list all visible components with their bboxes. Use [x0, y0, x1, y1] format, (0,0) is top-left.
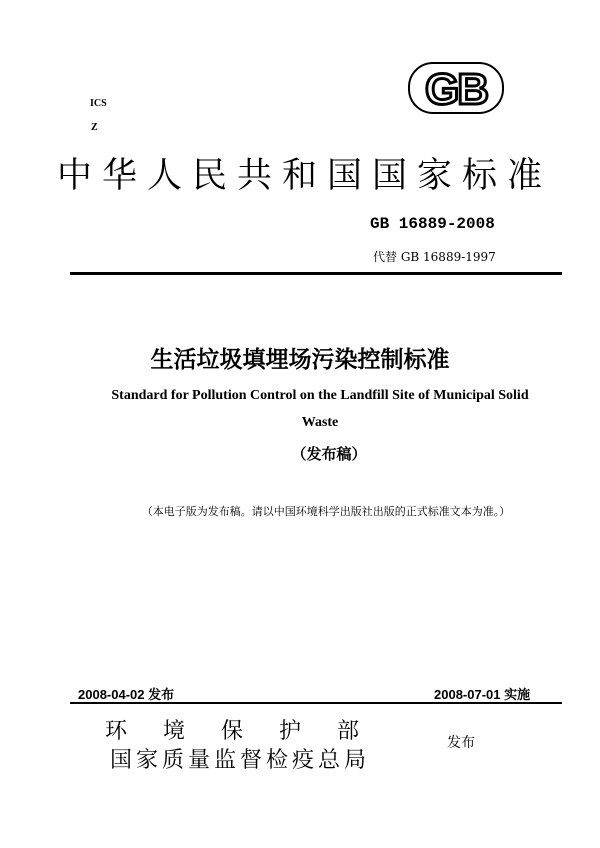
document-title-chinese: 生活垃圾填埋场污染控制标准 — [150, 347, 450, 373]
issuer-ministry: 环境保护部 — [105, 719, 396, 744]
document-title-english-line2: Waste — [301, 415, 339, 430]
draft-label: （发布稿） — [291, 445, 367, 463]
classification-code: Z — [91, 122, 98, 133]
gb-logo-text: GB — [425, 65, 487, 114]
header-rule — [70, 272, 562, 275]
publish-label: 发布 — [447, 735, 475, 751]
issue-date: 2008-04-02 发布 — [78, 687, 175, 702]
replaces-standard: 代替 GB 16889-1997 — [373, 250, 496, 264]
ics-label: ICS — [90, 98, 107, 109]
national-standard-heading: 中华人民共和国国家标准 — [57, 156, 553, 196]
gb-logo — [408, 62, 504, 114]
electronic-version-note: （本电子版为发布稿。请以中国环境科学出版社出版的正式标准文本为准。） — [141, 505, 511, 518]
footer-rule — [70, 702, 562, 704]
standard-number: GB 16889-2008 — [370, 215, 495, 233]
issuer-aqsiq: 国家质量监督检疫总局 — [110, 748, 371, 773]
document-title-english-line1: Standard for Pollution Control on the Landfill Site of Municipal Solid — [111, 388, 529, 403]
effective-date: 2008-07-01 实施 — [434, 687, 531, 702]
